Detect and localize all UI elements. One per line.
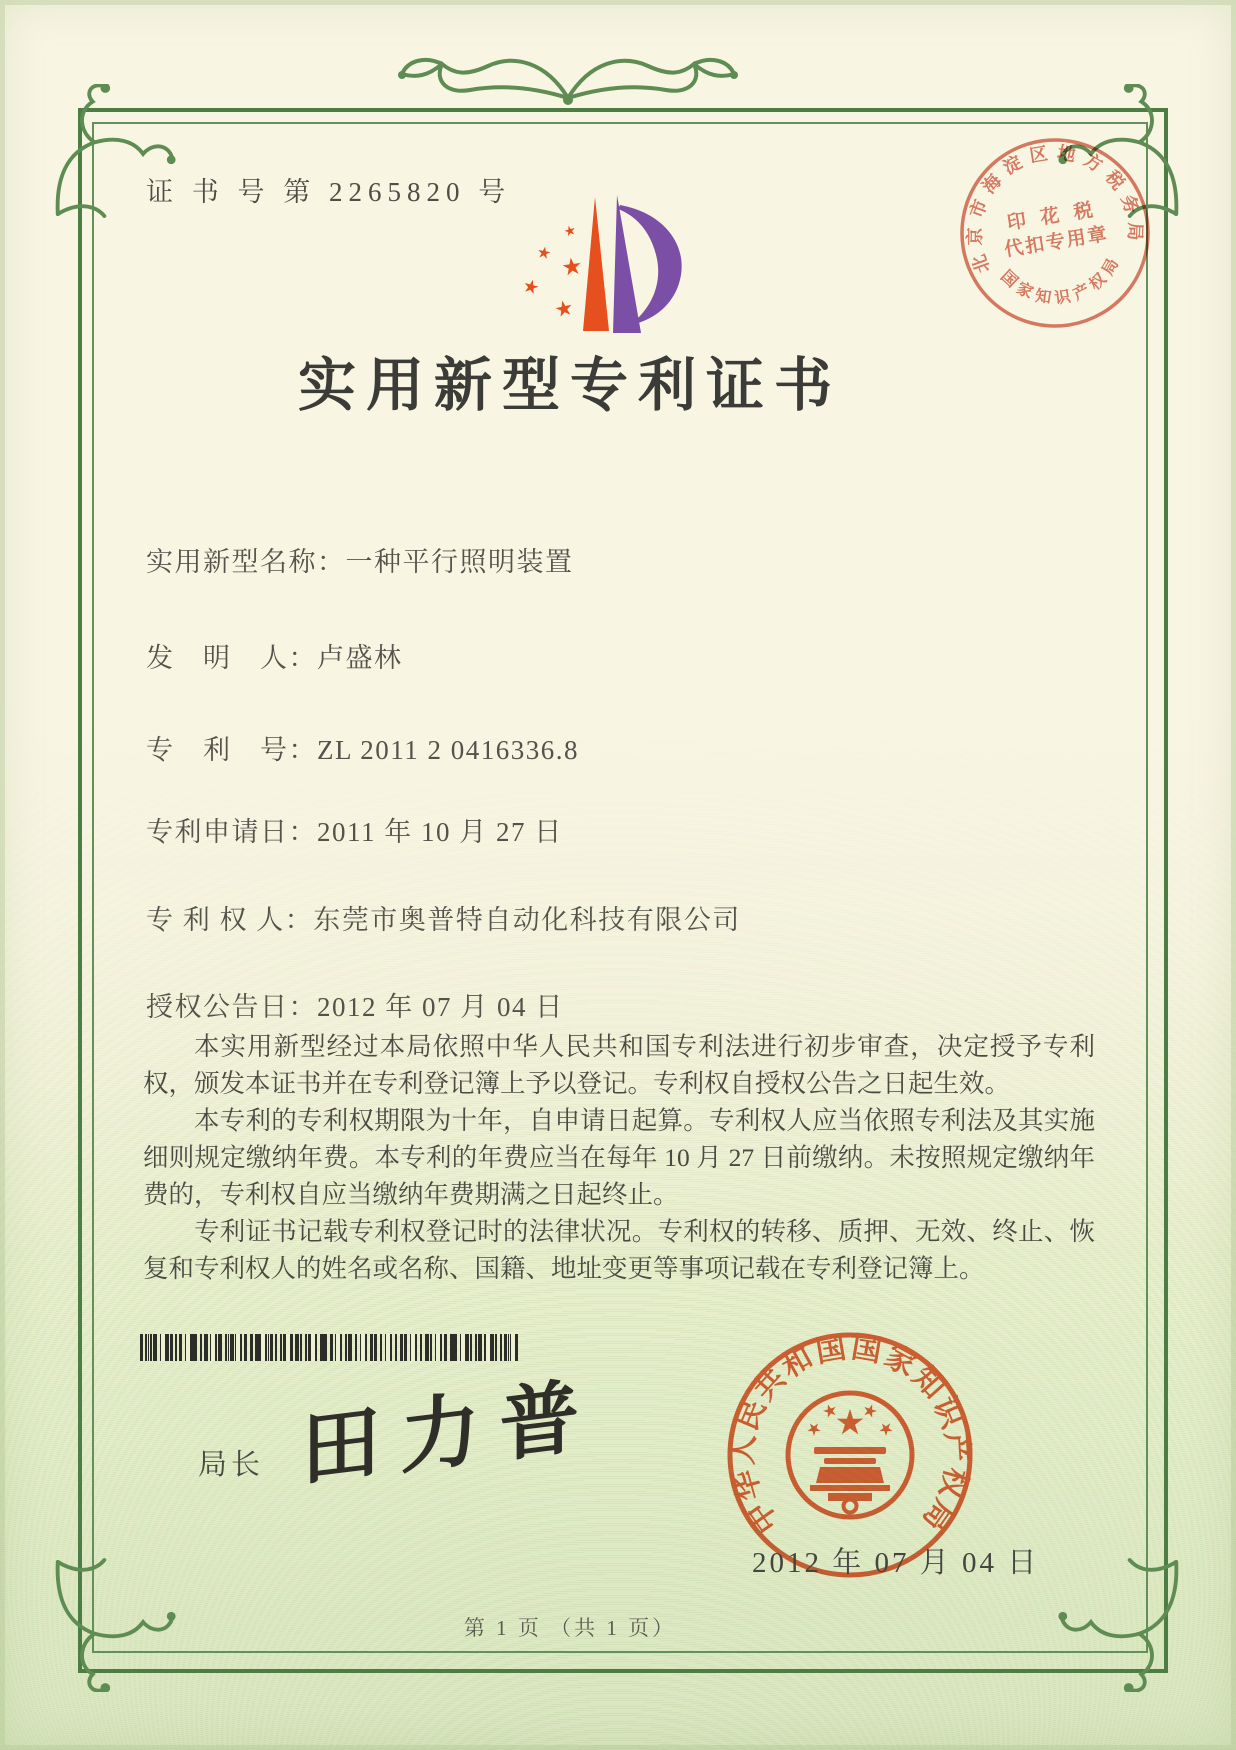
field-value: 2012 年 07 月 04 日 [317,992,564,1022]
field-label: 授权公告日： [146,992,317,1022]
field-grant-publication-date [146,985,564,1024]
top-scroll-ornament-icon [378,42,758,112]
legal-body-text [143,1028,1095,1287]
field-label: 专 利 号： [146,735,317,765]
field-patentee [146,898,741,937]
certificate-number: 证 书 号 第 2265820 号 [146,177,512,207]
corner-flourish-icon [52,1556,178,1692]
body-paragraph: 本实用新型经过本局依照中华人民共和国专利法进行初步审查，决定授予专利权，颁发本证书并在专利登记簿上予以登记。专利权自授权公告之日起生效。 [143,1032,1095,1098]
national-emblem-icon [788,1393,912,1517]
tax-stamp-center-line1: 印 花 税 [1005,199,1100,235]
field-value: 东莞市奥普特自动化科技有限公司 [313,905,741,935]
field-filing-date [146,810,563,849]
field-inventor [146,636,403,675]
body-paragraph: 本专利的专利权期限为十年，自申请日起算。专利权人应当依照专利法及其实施细则规定缴纳年费。本专利的年费应当在每年 10 月 27 日前缴纳。未按照规定缴纳年费的，专利权自应当缴纳年费期满之日起终止。 [143,1106,1095,1209]
field-utility-model-name [146,540,574,579]
field-label: 专利申请日： [146,817,317,847]
seal-ring-text: 中华人民共和国国家知识产权局 [726,1331,974,1539]
barcode [140,1334,518,1361]
svg-text:北京市海淀区地方税务局 [950,130,1150,277]
field-value: 一种平行照明装置 [345,547,574,577]
commissioner-label: 局长 [198,1449,265,1481]
svg-text:中华人民共和国国家知识产权局 [726,1331,975,1539]
field-label: 实用新型名称： [146,547,346,577]
body-paragraph: 专利证书记载专利权登记时的法律状况。专利权的转移、质押、无效、终止、恢复和专利权人的姓名或名称、国籍、地址变更等事项记载在专利登记簿上。 [143,1217,1095,1283]
field-label: 专 利 权 人： [146,905,314,935]
field-value: 卢盛林 [317,643,403,673]
page-number-footer: 第 1 页 （共 1 页） [463,1616,677,1640]
tax-stamp-top-arc-text: 北京市海淀区地方税务局 [964,142,1146,276]
patent-office-logo-icon [448,183,698,343]
commissioner-signature: 田力普 [301,1371,599,1497]
field-value: ZL 2011 2 0416336.8 [317,735,579,765]
field-patent-number [146,728,579,767]
stamp-duty-seal [935,113,1175,353]
issue-date: 2012 年 07 月 04 日 [752,1547,1040,1579]
tax-stamp-center-line2: 代扣专用章 [1002,223,1110,261]
field-value: 2011 年 10 月 27 日 [317,817,563,847]
field-label: 发 明 人： [146,643,317,673]
tax-stamp-bottom-arc-text: 国家知识产权局 [997,251,1125,308]
corner-flourish-icon [1056,1556,1182,1692]
certificate-title: 实用新型专利证书 [297,353,842,418]
